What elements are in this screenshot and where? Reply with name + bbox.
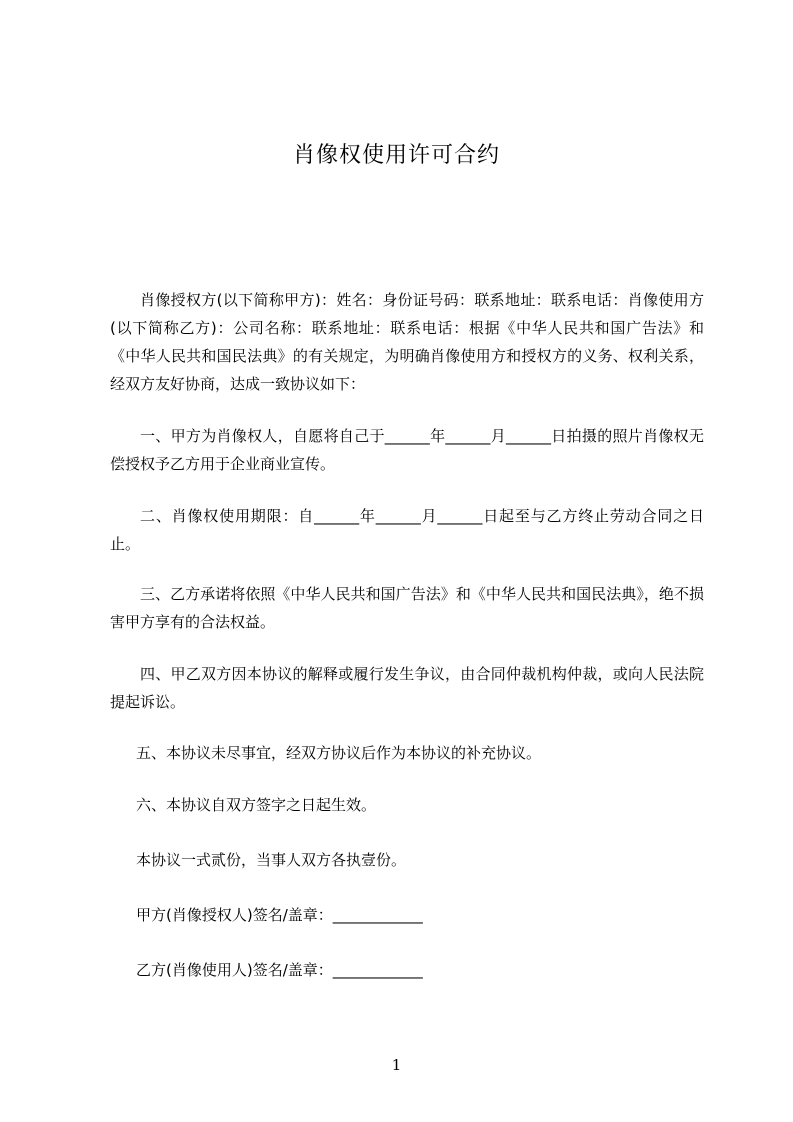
signature-party-a: 甲方(肖像授权人)签名/盖章：____________ [136,906,423,924]
clause-1: 一、甲方为肖像权人，自愿将自己于______年______月______日拍摄的照片肖像权无偿授权予乙方用于企业商业宣传。 [110,427,704,473]
clause-6: 六、本协议自双方签字之日起生效。 [136,796,377,814]
intro-paragraph: 肖像授权方(以下简称甲方)：姓名：身份证号码：联系地址：联系电话：肖像使用方(以下简称乙方)：公司名称：联系地址：联系电话：根据《中华人民共和国广告法》和《中华人民共和国民法典》的有关规定，为明确肖像使用方和授权方的义务、权利关系，经双方友好协商，达成一致协议如下： [110,291,704,393]
clause-3: 三、乙方承诺将依照《中华人民共和国广告法》和《中华人民共和国民法典》，绝不损害甲方享有的合法权益。 [110,585,704,631]
clause-5: 五、本协议未尽事宜，经双方协议后作为本协议的补充协议。 [136,744,542,762]
clause-4: 四、甲乙双方因本协议的解释或履行发生争议，由合同仲裁机构仲裁，或向人民法院提起诉讼。 [110,665,704,711]
clause-2: 二、肖像权使用期限：自______年______月______日起至与乙方终止劳动合同之日止。 [110,507,704,553]
document-title: 肖像权使用许可合约 [292,143,500,168]
page-number: 1 [391,1056,402,1074]
copies-note: 本协议一式贰份，当事人双方各执壹份。 [136,851,407,869]
signature-party-b: 乙方(肖像使用人)签名/盖章：____________ [136,961,423,979]
